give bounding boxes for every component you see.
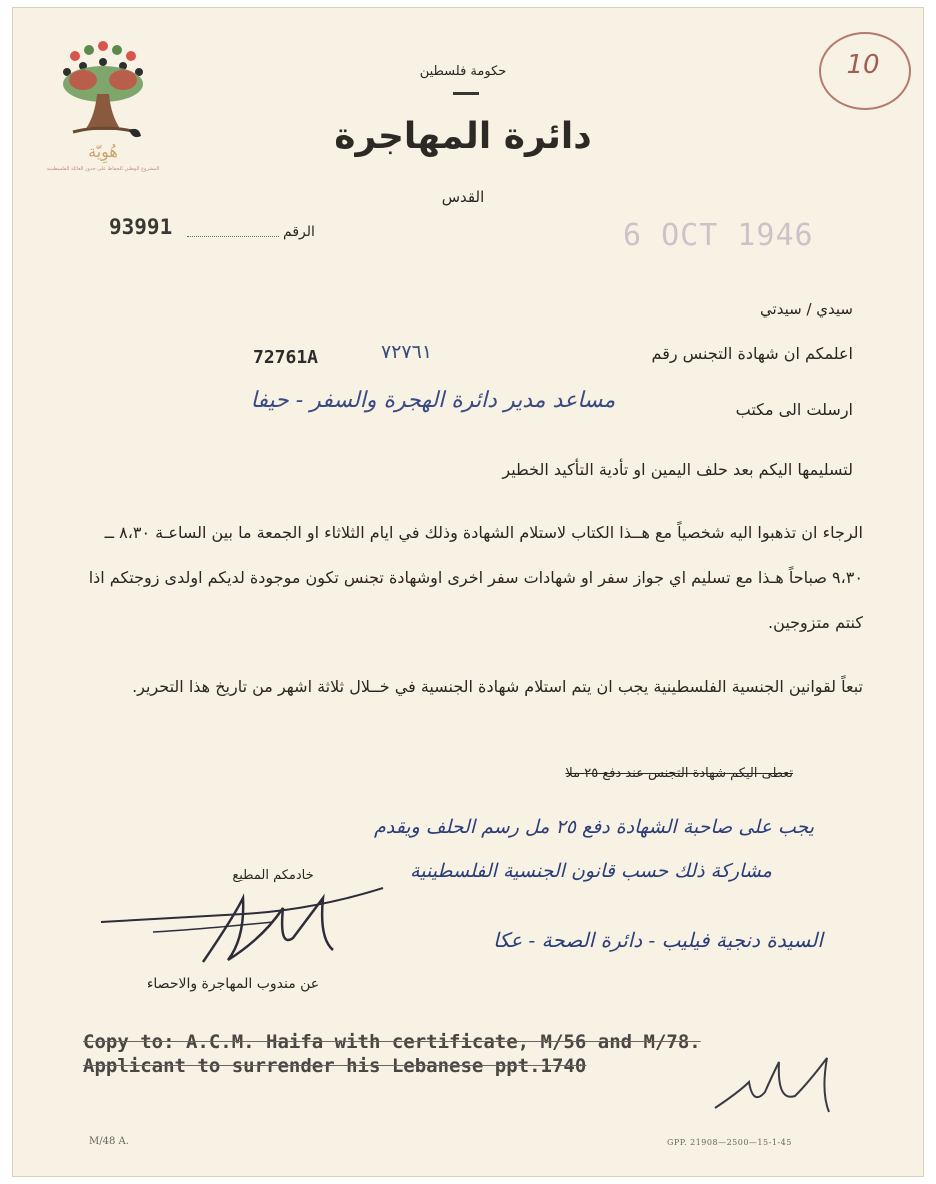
handwritten-note-2: مشاركة ذلك حسب قانون الجنسية الفلسطينية [410, 860, 772, 882]
print-reference: GPP. 21908—2500—15-1-45 [667, 1138, 792, 1147]
letter-page [12, 7, 924, 1177]
department-title: دائرة المهاجرة [334, 116, 592, 157]
nationality-law-paragraph: تبعاً لقوانين الجنسية الفلسطينية يجب ان يتم استلام شهادة الجنسية في خــلال ثلاثة اشهر من تاريخ هذا التحرير. [132, 677, 863, 696]
logo-caption: هُوِيّة [88, 142, 118, 161]
sent-to-label: ارسلت الى مكتب [735, 400, 853, 419]
struck-fee-line: تعطى اليكم شهادة التجنس عند دفع ٢٥ ملا [565, 766, 793, 781]
copy-note-line-1: Copy to: A.C.M. Haifa with certificate, M/56 and M/78. [83, 1031, 701, 1053]
reference-number: 93991 [109, 215, 173, 239]
certificate-number-handwritten: ٧٢٧٦١ [381, 341, 433, 363]
government-heading: حكومة فلسطين [419, 64, 507, 79]
date-stamp: 6 OCT 1946 [623, 218, 814, 253]
handwritten-note-1: يجب على صاحبة الشهادة دفع ٢٥ مل رسم الحلف ويقدم [373, 816, 815, 838]
form-number: M/48 A. [89, 1136, 129, 1147]
handwritten-addressee: السيدة دنجية فيليب - دائرة الصحة - عكا [493, 928, 823, 952]
closing-phrase: خادمكم المطيع [232, 868, 314, 883]
sent-to-office-handwritten: مساعد مدير دائرة الهجرة والسفر - حيفا [250, 388, 616, 413]
heading-divider [453, 92, 479, 95]
initials-signature-icon [709, 1052, 859, 1122]
officer-title: عن مندوب المهاجرة والاحصاء [146, 976, 320, 992]
greeting: سيدي / سيدتي [760, 300, 853, 318]
delivery-condition: لتسليمها اليكم بعد حلف اليمين او تأدية التأكيد الخطير [502, 460, 853, 479]
copy-note-line-2: Applicant to surrender his Lebanese ppt.1740 [83, 1055, 587, 1077]
officer-signature-icon [93, 878, 393, 978]
certificate-number: 72761A [253, 347, 319, 368]
reference-label: الرقم [283, 224, 315, 240]
reference-dotted-line [187, 236, 279, 237]
certificate-intro: اعلمكم ان شهادة التجنس رقم [651, 344, 853, 363]
logo-subcaption: المشروع الوطني للحفاظ على جذور العائلة الفلسطينية [46, 166, 160, 172]
tree-logo-icon [53, 36, 153, 186]
city-name: القدس [441, 188, 485, 206]
page-mark: 10 [846, 50, 880, 80]
instructions-paragraph: الرجاء ان تذهبوا اليه شخصياً مع هــذا الكتاب لاستلام الشهادة وذلك في ايام الثلاثاء او الجمعة ما بين الساعـة ٨،٣٠ ــ ٩،٣٠ صباحاً هـذا مع تسليم اي جواز سفر او شهادات سفر اخرى اوشهادة تجنس تكون موجودة لديكم اولدى زوجتكم اذا كنتم متزوجين. [88, 523, 863, 632]
